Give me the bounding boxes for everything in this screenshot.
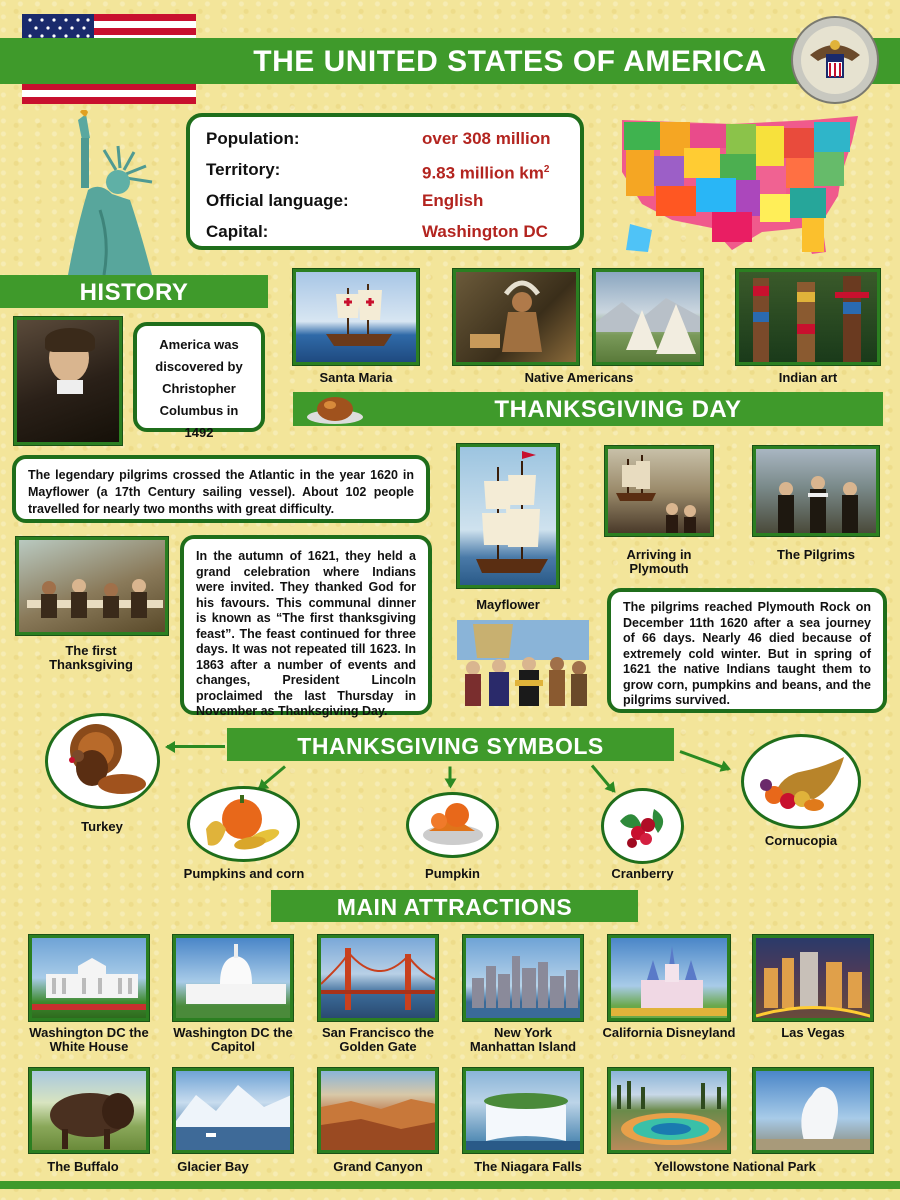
arrow-to-cornucopia [679, 750, 729, 771]
fact-row [206, 189, 564, 220]
history-heading: HISTORY [0, 275, 268, 308]
symbol-label: Pumpkins and corn [183, 866, 305, 881]
the-pilgrims-painting [753, 446, 879, 536]
turkey-symbol [45, 713, 160, 809]
title-text: THE UNITED STATES OF AMERICA [253, 45, 767, 78]
niagara-falls-photo [463, 1068, 583, 1153]
fact-label: Territory: [206, 160, 281, 179]
capitol-photo [173, 935, 293, 1021]
symbols-heading: THANKSGIVING SYMBOLS [227, 728, 674, 761]
las-vegas-photo [753, 935, 873, 1021]
arrow-to-cranberry [591, 765, 615, 793]
native-americans-photo [453, 269, 579, 365]
attraction-caption: Yellowstone National Park [654, 1159, 816, 1174]
cranberry-symbol [601, 788, 684, 864]
fact-value: Washington DC [422, 222, 548, 241]
arrow-to-pumpkin [449, 767, 452, 787]
symbol-label: Cornucopia [764, 833, 838, 848]
attraction-caption: Las Vegas [781, 1025, 845, 1040]
attraction-caption: California Disneyland [602, 1025, 736, 1040]
columbus-textbox: America was discovered by Christopher Columbus in 1492 [133, 322, 265, 432]
buffalo-photo [29, 1068, 149, 1153]
photo-caption: Mayflower [476, 597, 540, 612]
glacier-bay-photo [173, 1068, 293, 1153]
attraction-caption: Washington DC the White House [29, 1025, 149, 1054]
yellowstone-geyser-photo [753, 1068, 873, 1153]
fact-label: Official language: [206, 191, 349, 210]
pilgrims-textbox: The legendary pilgrims crossed the Atlantic in the year 1620 in Mayflower (a 17th Century sailing vessel). About 102 people travelled for nearly two months with great difficulty. [12, 455, 430, 523]
roast-turkey-icon [306, 391, 364, 425]
attraction-caption: San Francisco the Golden Gate [322, 1025, 434, 1054]
attraction-caption: Grand Canyon [333, 1159, 423, 1174]
fact-value: English [422, 191, 484, 210]
facts-box [186, 113, 584, 250]
symbol-label: Pumpkin [425, 866, 480, 881]
attraction-caption: Glacier Bay [177, 1159, 249, 1174]
usa-map-image [612, 112, 862, 262]
fact-row [206, 220, 564, 251]
teepees-photo [593, 269, 703, 365]
attraction-caption: The Buffalo [47, 1159, 119, 1174]
columbus-portrait [14, 317, 122, 445]
plymouth-textbox: The pilgrims reached Plymouth Rock on December 11th 1620 after a sea journey of 66 days. Nearly 46 died because of extremely cold winter. But in spring of 1621 the native Indians taught them to grow corn, pumpkins and beans, and the pilgrims survived. [607, 588, 887, 713]
yellowstone-pool-photo [608, 1068, 730, 1153]
grand-canyon-photo [318, 1068, 438, 1153]
pumpkin-pie-symbol [406, 792, 499, 858]
symbol-label: Cranberry [611, 866, 674, 881]
photo-caption: Santa Maria [319, 370, 393, 385]
arrow-to-pumpkins [258, 765, 286, 789]
manhattan-photo [463, 935, 583, 1021]
mayflower-photo [457, 444, 559, 588]
photo-caption: Indian art [778, 370, 838, 385]
fact-value: 9.83 million $km^2$ [422, 163, 550, 183]
feast-textbox: In the autumn of 1621, they held a grand celebration where Indians were invited. They thanked God for his favours. This communal dinner is known as “The first thanksgiving feast”. The feast continued for three days. It was not repeated till 1623. In 1863 after a number of events and changes, President Lincoln proclaimed the last Thursday in November as Thanksgiving Day. [180, 535, 432, 715]
seal-icon [790, 15, 880, 105]
attraction-caption: New York Manhattan Island [469, 1025, 577, 1054]
disneyland-photo [608, 935, 730, 1021]
statue-of-liberty-image [60, 110, 160, 275]
fact-row [206, 127, 564, 158]
photo-caption: The Pilgrims [776, 547, 856, 562]
first-thanksgiving-painting [16, 537, 168, 635]
thanksgiving-heading: THANKSGIVING DAY [293, 392, 883, 426]
arriving-plymouth-painting [605, 446, 713, 536]
golden-gate-photo [318, 935, 438, 1021]
cornucopia-symbol [741, 734, 861, 829]
white-house-photo [29, 935, 149, 1021]
fact-label: Population: [206, 129, 300, 148]
pilgrims-indians-illustration [453, 614, 593, 714]
arrow-to-turkey [167, 745, 225, 748]
attractions-heading: MAIN ATTRACTIONS [271, 890, 638, 922]
photo-caption: Native Americans [524, 370, 634, 385]
photo-caption: The first Thanksgiving [49, 643, 133, 672]
indian-art-photo [736, 269, 880, 365]
fact-label: Capital: [206, 222, 269, 241]
symbol-label: Turkey [81, 819, 123, 834]
photo-caption: Arriving in Plymouth [626, 547, 692, 576]
pumpkins-corn-symbol [187, 786, 300, 862]
fact-value: over 308 million [422, 129, 551, 148]
bottom-border [0, 1181, 900, 1189]
attraction-caption: Washington DC the Capitol [173, 1025, 293, 1054]
santa-maria-photo [293, 269, 419, 365]
fact-row [206, 158, 564, 189]
attraction-caption: The Niagara Falls [474, 1159, 582, 1174]
page-title [0, 38, 900, 84]
